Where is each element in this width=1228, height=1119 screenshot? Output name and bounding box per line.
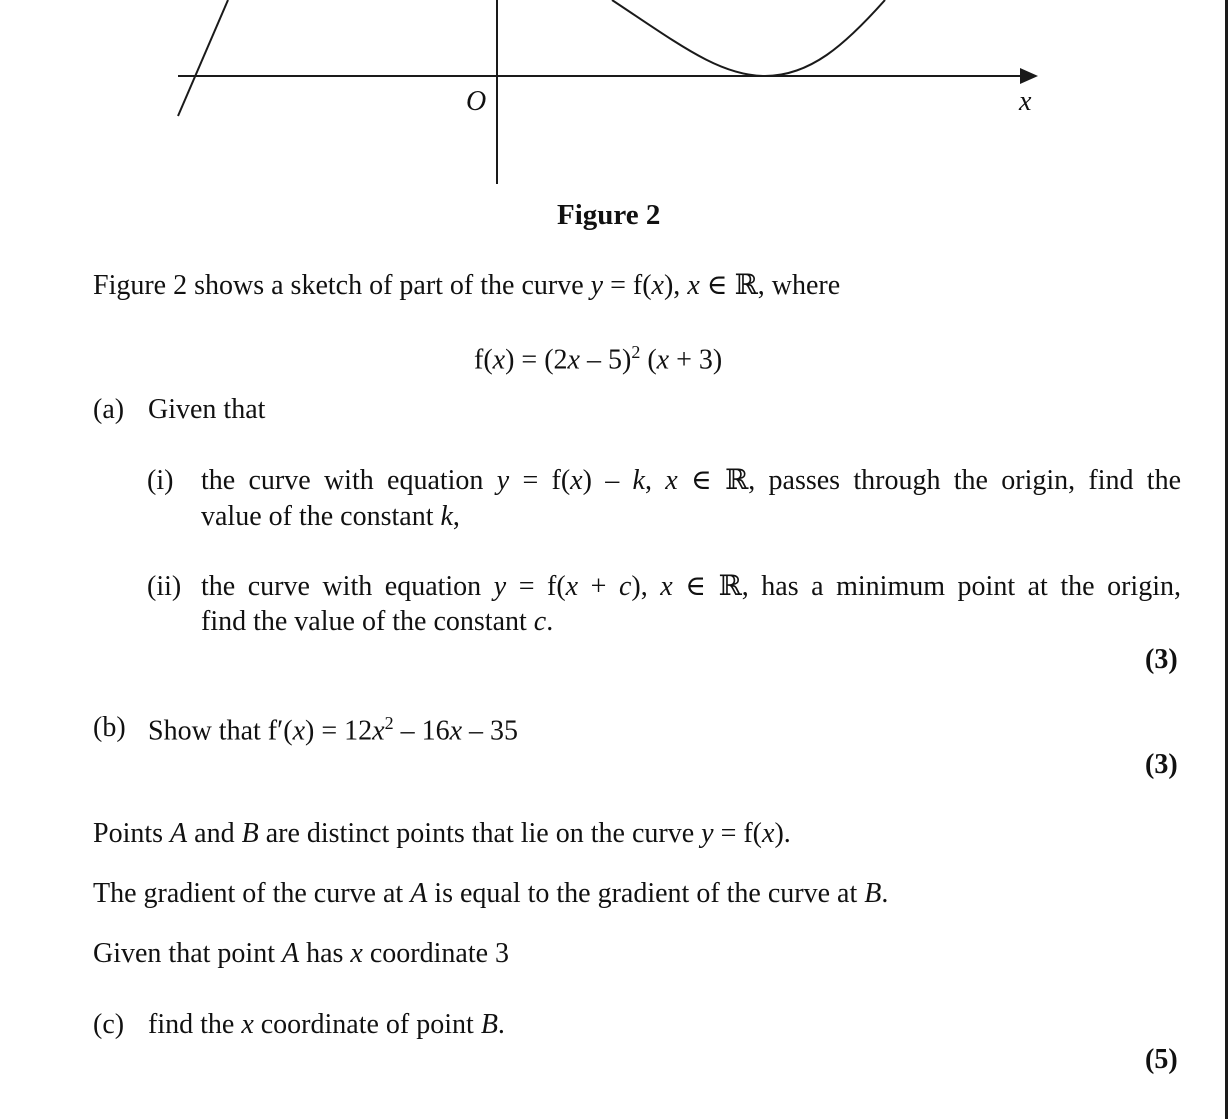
- points-sentence-3: Given that point A has x coordinate 3: [93, 938, 510, 969]
- curve-sketch-figure: [0, 0, 1228, 190]
- part-b-text: Show that $f'(x) = 12x^2 - 16x - 35$: [148, 713, 518, 747]
- part-a-text: Given that: [148, 394, 266, 425]
- part-a-marks: (3): [1145, 644, 1178, 675]
- part-c-label: (c): [93, 1009, 125, 1040]
- x-axis-label: x: [1019, 86, 1032, 117]
- part-a-i-label: (i): [147, 465, 174, 496]
- points-sentence-2: The gradient of the curve at A is equal to the gradient of the curve at B.: [93, 878, 889, 909]
- part-a-ii-label: (ii): [147, 571, 182, 602]
- part-b-label: (b): [93, 712, 126, 743]
- x-axis-arrowhead: [1020, 68, 1038, 84]
- part-c-text: find the x coordinate of point B.: [148, 1009, 505, 1040]
- intro-text: Figure 2 shows a sketch of part of the curve y = f(x), x ∈ ℝ, where: [93, 270, 841, 301]
- function-equation: f(x) = (2x – 5)$^2$ (x + 3): [474, 342, 723, 376]
- part-a-label: (a): [93, 394, 125, 425]
- part-a-ii-line1: the curve with equation y = f(x + c), x ∈ ℝ, has a minimum point at the origin,: [201, 571, 1181, 602]
- part-a-ii-line2: find the value of the constant c.: [201, 606, 554, 637]
- origin-label: O: [466, 86, 487, 117]
- part-c-marks: (5): [1145, 1044, 1178, 1075]
- part-b-marks: (3): [1145, 749, 1178, 780]
- curve-touching-axis: [612, 0, 885, 76]
- points-sentence-1: Points A and B are distinct points that lie on the curve y = f(x).: [93, 818, 791, 849]
- curve-left-branch: [178, 0, 228, 116]
- part-a-i-line2: value of the constant k,: [201, 501, 460, 532]
- part-a-i-line1: the curve with equation y = f(x) – k, x ∈ ℝ, passes through the origin, find the: [201, 465, 1182, 496]
- figure-caption: Figure 2: [557, 199, 661, 231]
